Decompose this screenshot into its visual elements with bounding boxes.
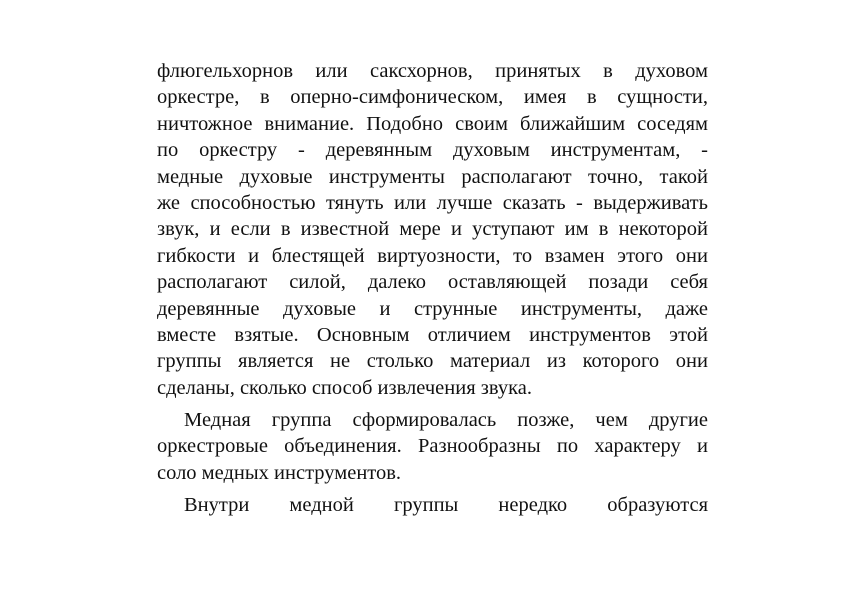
text-line: звук, и если в известной мере и уступают им в некоторой	[157, 218, 708, 241]
text-line: флюгельхорнов или саксхорнов, принятых в духовом	[157, 60, 708, 82]
text-line: ничтожное внимание. Подобно своим ближайшим соседям	[157, 112, 708, 135]
text-line: группы является не столько материал из которого они	[157, 350, 708, 373]
text-line: сделаны, сколько способ извлечения звука.	[157, 376, 532, 399]
text-line: соло медных инструментов.	[157, 461, 402, 484]
text-line: деревянные духовые и струнные инструменты, даже	[157, 297, 708, 320]
paragraph-3	[157, 492, 708, 518]
text-line: оркестре, в оперно-симфоническом, имея в сущности,	[157, 86, 708, 109]
text-line: Медная группа сформировалась позже, чем другие	[184, 409, 708, 432]
text-line: же способностью тянуть или лучше сказать - выдерживать	[157, 191, 708, 214]
text-line: Внутри медной группы нередко образуются	[184, 494, 708, 517]
text-line: медные духовые инструменты располагают точно, такой	[157, 165, 708, 188]
body-text	[157, 58, 708, 519]
paragraph-2	[157, 407, 708, 486]
text-line: вместе взятые. Основным отличием инструментов этой	[157, 323, 708, 346]
paragraph-1	[157, 58, 708, 401]
text-line: располагают силой, далеко оставляющей позади себя	[157, 271, 708, 294]
text-line: по оркестру - деревянным духовым инструментам, -	[157, 139, 708, 162]
text-line: гибкости и блестящей виртуозности, то взамен этого они	[157, 244, 708, 267]
text-line: оркестровые объединения. Разнообразны по характеру и	[157, 435, 708, 458]
